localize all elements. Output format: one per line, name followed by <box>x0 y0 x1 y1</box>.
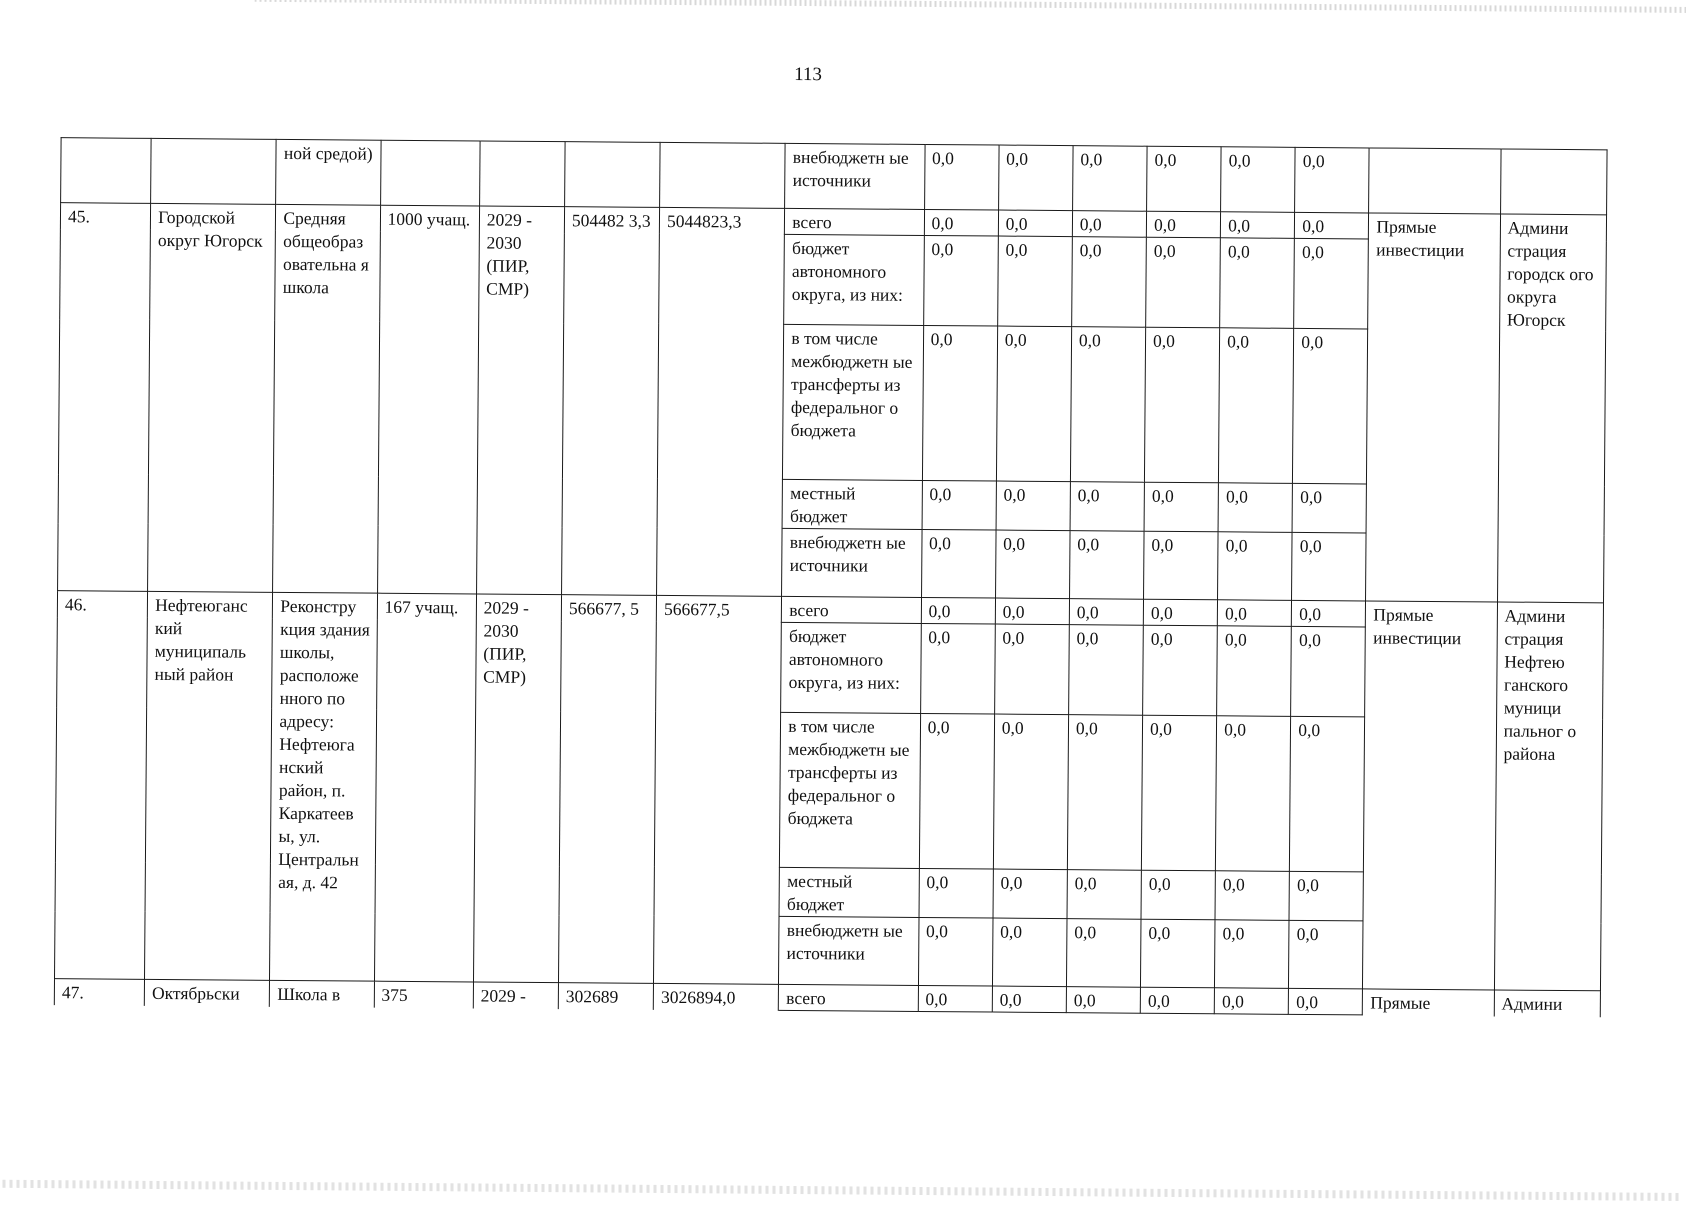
cost-total-cell: 566677,5 <box>654 595 782 984</box>
value-cell: 0,0 <box>995 530 1070 599</box>
cost-estimate-cell: 504482 3,3 <box>561 207 659 596</box>
value-cell: 0,0 <box>996 326 1071 482</box>
funding-source-label: всего <box>785 208 924 235</box>
value-cell: 0,0 <box>921 529 996 598</box>
value-cell: 0,0 <box>1143 599 1217 626</box>
funding-source-label: внебюджетн ые источники <box>782 528 922 597</box>
value-cell: 0,0 <box>1144 327 1219 483</box>
value-cell: 0,0 <box>1140 987 1214 1014</box>
investment-table <box>54 137 1608 1017</box>
value-cell: 0,0 <box>920 623 995 714</box>
value-cell: 0,0 <box>1293 328 1368 484</box>
value-cell: 0,0 <box>1215 871 1290 921</box>
cost-total-cell: 3026894,0 <box>653 983 778 1010</box>
capacity-cell <box>380 140 480 206</box>
value-cell: 0,0 <box>921 597 995 624</box>
value-cell: 0,0 <box>1147 146 1222 212</box>
investment-form-cell: Прямые инвестиции <box>1366 213 1500 602</box>
object-cell: Школа в <box>270 980 374 1007</box>
value-cell: 0,0 <box>918 985 992 1012</box>
value-cell: 0,0 <box>923 235 998 326</box>
period-cell: 2029 - 2030 (ПИР, СМР) <box>476 206 564 595</box>
cost-estimate-cell: 302689 <box>558 983 653 1010</box>
funding-source-label: бюджет автономного округа, из них: <box>781 622 921 713</box>
value-cell: 0,0 <box>1216 716 1291 872</box>
municipality-cell <box>151 138 277 204</box>
value-cell: 0,0 <box>918 917 993 986</box>
investment-form-cell: Прямые <box>1363 989 1494 1016</box>
value-cell: 0,0 <box>1217 626 1292 717</box>
value-cell: 0,0 <box>993 714 1068 870</box>
num-cell <box>61 138 152 204</box>
value-cell: 0,0 <box>1292 483 1367 533</box>
value-cell: 0,0 <box>992 918 1067 987</box>
funding-source-label: бюджет автономного округа, из них: <box>784 234 924 325</box>
value-cell: 0,0 <box>1069 599 1143 626</box>
value-cell: 0,0 <box>993 869 1068 919</box>
value-cell: 0,0 <box>1144 482 1219 532</box>
value-cell: 0,0 <box>922 325 997 481</box>
value-cell: 0,0 <box>1220 238 1295 329</box>
value-cell: 0,0 <box>924 209 998 236</box>
value-cell: 0,0 <box>1215 920 1290 989</box>
funding-source-label: в том числе межбюджетн ые трансферты из федеральног о бюджета <box>780 712 920 868</box>
investment-form-cell <box>1369 148 1501 214</box>
object-cell: Средняя общеобраз овательна я школа <box>273 204 380 593</box>
value-cell: 0,0 <box>1072 146 1147 212</box>
value-cell: 0,0 <box>1069 531 1144 600</box>
value-cell: 0,0 <box>1221 212 1295 239</box>
capacity-cell: 167 учащ. <box>374 593 476 982</box>
value-cell: 0,0 <box>919 868 994 918</box>
value-cell: 0,0 <box>1289 920 1364 989</box>
value-cell: 0,0 <box>998 145 1073 211</box>
value-cell: 0,0 <box>1295 147 1370 213</box>
period-cell: 2029 - 2030 (ПИР, СМР) <box>473 594 561 983</box>
page-number: 113 <box>794 63 823 86</box>
value-cell: 0,0 <box>1141 870 1216 920</box>
value-cell: 0,0 <box>1295 212 1369 239</box>
recipient-cell: Админи страция Нефтею ганского муници пальног о района <box>1494 602 1603 991</box>
value-cell: 0,0 <box>992 986 1066 1013</box>
scan-edge-bottom <box>0 1180 1681 1201</box>
value-cell: 0,0 <box>1291 626 1366 717</box>
cost-total-cell: 5044823,3 <box>657 207 785 596</box>
value-cell: 0,0 <box>1214 988 1288 1015</box>
recipient-cell <box>1500 149 1607 215</box>
municipality-cell: Нефтеюганс кий муниципаль ный район <box>145 591 273 980</box>
funding-source-label: всего <box>779 984 918 1011</box>
row-number: 46. <box>55 591 148 980</box>
value-cell: 0,0 <box>1292 600 1366 627</box>
value-cell: 0,0 <box>1072 211 1146 238</box>
value-cell: 0,0 <box>995 598 1069 625</box>
value-cell: 0,0 <box>1070 482 1145 532</box>
value-cell: 0,0 <box>1146 237 1221 328</box>
row-number: 45. <box>58 203 151 592</box>
value-cell: 0,0 <box>1218 532 1293 601</box>
recipient-cell: Админи <box>1494 990 1600 1017</box>
value-cell: 0,0 <box>997 236 1072 327</box>
value-cell: 0,0 <box>994 624 1069 715</box>
funding-source-label: местный бюджет <box>779 867 919 917</box>
funding-source-label: внебюджетн ые источники <box>779 916 919 985</box>
scan-edge-top <box>255 0 1686 13</box>
value-cell: 0,0 <box>1146 211 1220 238</box>
value-cell: 0,0 <box>1070 327 1145 483</box>
value-cell: 0,0 <box>1292 532 1367 601</box>
value-cell: 0,0 <box>998 210 1072 237</box>
object-cell: Реконстру кция здания школы, расположе нного по адресу: Нефтеюга нский район, п. Каркатеев ы, ул. Центральн ая, д. 42 <box>270 592 377 981</box>
value-cell: 0,0 <box>1067 870 1142 920</box>
recipient-cell: Админи страция городск ого округа Югорск <box>1497 214 1606 603</box>
value-cell: 0,0 <box>1289 988 1363 1015</box>
value-cell: 0,0 <box>924 144 999 210</box>
table-body <box>54 138 1607 1017</box>
value-cell: 0,0 <box>996 481 1071 531</box>
funding-source-label: в том числе межбюджетн ые трансферты из федеральног о бюджета <box>783 324 923 480</box>
cost-total-cell <box>660 142 786 208</box>
capacity-cell: 1000 учащ. <box>377 205 479 594</box>
value-cell: 0,0 <box>919 713 994 869</box>
value-cell: 0,0 <box>1141 715 1216 871</box>
value-cell: 0,0 <box>1289 871 1364 921</box>
period-cell <box>479 141 565 207</box>
period-cell: 2029 - <box>473 982 558 1009</box>
continuation-row <box>61 138 1607 215</box>
cost-estimate-cell: 566677, 5 <box>558 595 656 984</box>
value-cell: 0,0 <box>1294 238 1369 329</box>
value-cell: 0,0 <box>1067 715 1142 871</box>
funding-source-label: всего <box>782 596 921 623</box>
value-cell: 0,0 <box>1290 716 1365 872</box>
municipality-cell: Городской округ Югорск <box>148 203 276 592</box>
value-cell: 0,0 <box>1219 328 1294 484</box>
value-cell: 0,0 <box>1068 625 1143 716</box>
value-cell: 0,0 <box>1221 147 1296 213</box>
funding-source-label: местный бюджет <box>782 479 922 529</box>
municipality-cell: Октябрьски <box>144 979 269 1006</box>
investment-form-cell: Прямые инвестиции <box>1363 601 1497 990</box>
value-cell: 0,0 <box>1066 987 1140 1014</box>
capacity-cell: 375 <box>374 981 473 1008</box>
value-cell: 0,0 <box>1143 625 1218 716</box>
value-cell: 0,0 <box>1144 531 1219 600</box>
object-cell: ной средой) <box>276 139 381 205</box>
cost-estimate-cell <box>565 142 661 208</box>
value-cell: 0,0 <box>1218 483 1293 533</box>
value-cell: 0,0 <box>1217 600 1291 627</box>
funding-source-label: внебюджетн ые источники <box>785 143 925 209</box>
value-cell: 0,0 <box>922 480 997 530</box>
value-cell: 0,0 <box>1072 237 1147 328</box>
value-cell: 0,0 <box>1066 919 1141 988</box>
value-cell: 0,0 <box>1141 919 1216 988</box>
row-number: 47. <box>54 979 144 1006</box>
